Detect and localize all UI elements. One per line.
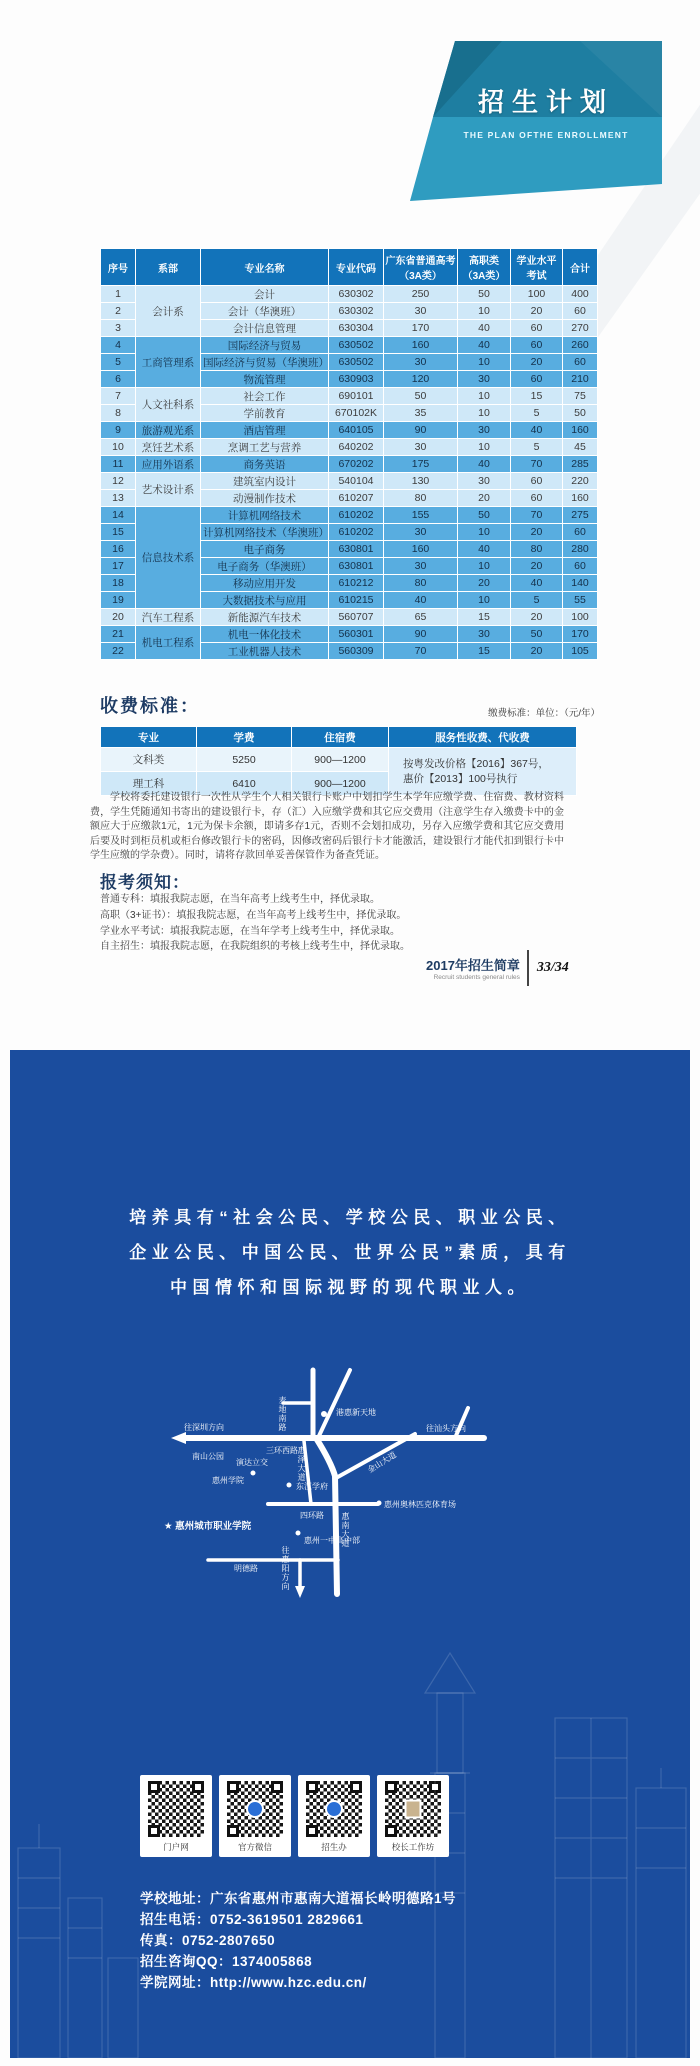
cell-code: 630903	[329, 371, 384, 388]
cell-dept: 工商管理系	[136, 337, 201, 388]
cell-gaozhi: 30	[458, 371, 511, 388]
page-footer	[426, 950, 569, 986]
cell-gaokao: 120	[384, 371, 458, 388]
cell-total: 105	[563, 643, 598, 660]
cell-xueye: 60	[511, 337, 563, 354]
cell-no: 21	[101, 626, 136, 643]
cell-major: 物流管理	[201, 371, 329, 388]
cell-no: 12	[101, 473, 136, 490]
cell-no: 7	[101, 388, 136, 405]
fees-service-note	[389, 748, 577, 796]
cell-gaokao: 30	[384, 558, 458, 575]
cell-code: 560301	[329, 626, 384, 643]
cell-xueye: 20	[511, 354, 563, 371]
qr-label: 官方微信	[237, 1842, 272, 1852]
cell-gaokao: 80	[384, 575, 458, 592]
fees-col-service: 服务性收费、代收费	[389, 727, 577, 748]
notice-heading: 报考须知：	[100, 873, 190, 892]
cell-gaokao: 130	[384, 473, 458, 490]
cell-gaokao: 30	[384, 439, 458, 456]
map-label: 往惠阳方向	[281, 1546, 290, 1591]
col-header-xueye: 学业水平考试	[511, 249, 563, 286]
map-label: 往汕头方向	[426, 1424, 466, 1433]
col-header-major: 专业名称	[201, 249, 329, 286]
cell-gaozhi: 20	[458, 575, 511, 592]
cell-major: 新能源汽车技术	[201, 609, 329, 626]
table-row	[101, 286, 598, 303]
cell-major: 会计	[201, 286, 329, 303]
notice-line: 高职（3+证书）：填报我院志愿，在当年高考上线考生中，择优录取。	[100, 909, 407, 921]
cell-dept: 人文社科系	[136, 388, 201, 422]
cell-gaozhi: 15	[458, 609, 511, 626]
cell-xueye: 5	[511, 439, 563, 456]
cell-gaozhi: 40	[458, 320, 511, 337]
cell-no: 19	[101, 592, 136, 609]
cell-code: 630302	[329, 286, 384, 303]
cell-gaokao: 90	[384, 422, 458, 439]
cell-total: 140	[563, 575, 598, 592]
cell-xueye: 60	[511, 371, 563, 388]
slogan-line: 中国情怀和国际视野的现代职业人。	[170, 1278, 530, 1297]
cell-gaozhi: 15	[458, 643, 511, 660]
cell-code: 640202	[329, 439, 384, 456]
fees-col-major: 专业	[101, 727, 197, 748]
cell-dept: 旅游观光系	[136, 422, 201, 439]
cell-xueye: 5	[511, 405, 563, 422]
cell-major: 酒店管理	[201, 422, 329, 439]
col-header-gaozhi: 高职类（3A类）	[458, 249, 511, 286]
cell-total: 160	[563, 490, 598, 507]
cell-gaozhi: 10	[458, 354, 511, 371]
skyline-decoration	[10, 1598, 690, 2058]
cell-dept: 信息技术系	[136, 507, 201, 609]
qr-logo-badge	[246, 1800, 264, 1818]
map-label: 惠州学院	[212, 1476, 244, 1485]
enrollment-plan-banner	[400, 38, 666, 210]
cell-code: 610215	[329, 592, 384, 609]
cell-gaozhi: 30	[458, 626, 511, 643]
cell-total: 400	[563, 286, 598, 303]
map-label: 三环西路	[266, 1446, 298, 1455]
cell-no: 13	[101, 490, 136, 507]
contact-line: 学校地址：广东省惠州市惠南大道福长岭明德路1号	[140, 1891, 457, 1906]
cell-gaokao: 160	[384, 541, 458, 558]
cell-dept: 会计系	[136, 286, 201, 337]
cell-major: 商务英语	[201, 456, 329, 473]
cell-gaozhi: 10	[458, 524, 511, 541]
cell-gaozhi: 50	[458, 286, 511, 303]
page-footer-text	[426, 955, 527, 981]
table-row	[101, 439, 598, 456]
notice-lines	[100, 892, 410, 955]
table-row	[101, 388, 598, 405]
campus-map	[150, 1366, 530, 1606]
cell-major: 大数据技术与应用	[201, 592, 329, 609]
table-row	[101, 422, 598, 439]
cell-dept: 应用外语系	[136, 456, 201, 473]
banner-ribbon-shape	[400, 38, 666, 210]
cell-total: 100	[563, 609, 598, 626]
cell-gaokao: 40	[384, 592, 458, 609]
cell-code: 630304	[329, 320, 384, 337]
cell-no: 14	[101, 507, 136, 524]
cell-gaozhi: 10	[458, 558, 511, 575]
cell-major: 移动应用开发	[201, 575, 329, 592]
table-row	[101, 456, 598, 473]
cell-major: 国际经济与贸易（华澳班）	[201, 354, 329, 371]
cell-major: 学前教育	[201, 405, 329, 422]
cell-gaokao: 30	[384, 354, 458, 371]
qr-label: 门户网	[163, 1842, 189, 1852]
cell-no: 11	[101, 456, 136, 473]
map-label: 惠泽大道	[297, 1446, 306, 1482]
map-label: 南山公园	[192, 1452, 224, 1461]
cell-no: 20	[101, 609, 136, 626]
cell-major: 计算机网络技术	[201, 507, 329, 524]
cell-xueye: 50	[511, 626, 563, 643]
cell-no: 4	[101, 337, 136, 354]
cell-total: 60	[563, 354, 598, 371]
qr-label: 校长工作坊	[391, 1842, 435, 1852]
cell-gaokao: 170	[384, 320, 458, 337]
cell-code: 670102K	[329, 405, 384, 422]
contact-line: 招生咨询QQ：1374005868	[140, 1954, 313, 1969]
cell-major: 会计（华澳班）	[201, 303, 329, 320]
fees-unit-note: 缴费标准：单位：（元/年）	[488, 708, 600, 719]
cell-dept: 汽车工程系	[136, 609, 201, 626]
cell-code: 630801	[329, 558, 384, 575]
footer-subtitle: Recruit students general rules	[433, 974, 520, 981]
map-label: 四环路	[300, 1511, 324, 1520]
cell-gaokao: 250	[384, 286, 458, 303]
cell-gaokao: 30	[384, 524, 458, 541]
cell-no: 16	[101, 541, 136, 558]
cell-dept: 艺术设计系	[136, 473, 201, 507]
cell-xueye: 60	[511, 320, 563, 337]
cell-xueye: 15	[511, 388, 563, 405]
table-header-row	[101, 249, 598, 286]
fee-cell: 900—1200	[292, 748, 389, 772]
cell-gaozhi: 10	[458, 439, 511, 456]
footer-title: 2017年招生简章	[426, 958, 520, 973]
fees-header-row	[101, 727, 577, 748]
cell-major: 社会工作	[201, 388, 329, 405]
cell-no: 6	[101, 371, 136, 388]
cell-xueye: 60	[511, 490, 563, 507]
cell-major: 机电一体化技术	[201, 626, 329, 643]
cell-xueye: 20	[511, 303, 563, 320]
fees-col-housing: 住宿费	[292, 727, 389, 748]
cell-gaozhi: 20	[458, 490, 511, 507]
cell-total: 50	[563, 405, 598, 422]
cell-total: 60	[563, 558, 598, 575]
page-number: 33/34	[536, 960, 569, 975]
notice-line: 普通专科：填报我院志愿，在当年高考上线考生中，择优录取。	[100, 894, 380, 905]
cell-xueye: 80	[511, 541, 563, 558]
fee-cell: 理工科	[101, 772, 197, 796]
cell-gaokao: 50	[384, 388, 458, 405]
cell-major: 计算机网络技术（华澳班）	[201, 524, 329, 541]
cell-code: 630502	[329, 337, 384, 354]
notice-line: 自主招生：填报我院志愿，在我院组织的考核上线考生中，择优录取。	[100, 941, 410, 953]
table-row	[101, 337, 598, 354]
blue-panel	[10, 1050, 690, 2058]
cell-code: 630302	[329, 303, 384, 320]
cell-total: 260	[563, 337, 598, 354]
cell-xueye: 20	[511, 524, 563, 541]
cell-total: 60	[563, 524, 598, 541]
cell-gaokao: 65	[384, 609, 458, 626]
cell-xueye: 40	[511, 575, 563, 592]
cell-no: 18	[101, 575, 136, 592]
cell-code: 610212	[329, 575, 384, 592]
cell-xueye: 5	[511, 592, 563, 609]
fees-table	[100, 726, 577, 796]
slogan-line: 企业公民、中国公民、世界公民”素质，具有	[129, 1243, 571, 1262]
cell-gaozhi: 40	[458, 456, 511, 473]
cell-total: 45	[563, 439, 598, 456]
cell-code: 690101	[329, 388, 384, 405]
slogan-line: 培养具有“社会公民、学校公民、职业公民、	[129, 1208, 571, 1227]
cell-no: 17	[101, 558, 136, 575]
cell-gaozhi: 30	[458, 422, 511, 439]
cell-total: 55	[563, 592, 598, 609]
cell-dept: 烹饪艺术系	[136, 439, 201, 456]
cell-total: 60	[563, 303, 598, 320]
map-label: 港惠新天地	[336, 1408, 376, 1417]
cell-code: 640105	[329, 422, 384, 439]
cell-code: 540104	[329, 473, 384, 490]
cell-xueye: 70	[511, 507, 563, 524]
cell-major: 会计信息管理	[201, 320, 329, 337]
map-label: 惠南大道	[341, 1512, 350, 1548]
map-label: 金山大道	[366, 1450, 398, 1475]
cell-gaokao: 30	[384, 303, 458, 320]
cell-major: 电子商务	[201, 541, 329, 558]
cell-gaozhi: 40	[458, 337, 511, 354]
fee-cell: 900—1200	[292, 772, 389, 796]
cell-major: 国际经济与贸易	[201, 337, 329, 354]
cell-xueye: 70	[511, 456, 563, 473]
map-label: 麦地南路	[278, 1396, 287, 1432]
cell-total: 275	[563, 507, 598, 524]
cell-gaozhi: 10	[458, 303, 511, 320]
cell-no: 10	[101, 439, 136, 456]
contact-line: 招生电话：0752-3619501 2829661	[140, 1912, 364, 1927]
cell-xueye: 20	[511, 558, 563, 575]
cell-code: 610207	[329, 490, 384, 507]
cell-gaokao: 80	[384, 490, 458, 507]
cell-major: 烹调工艺与营养	[201, 439, 329, 456]
cell-gaozhi: 10	[458, 405, 511, 422]
map-label: 往深圳方向	[184, 1423, 224, 1432]
cell-total: 270	[563, 320, 598, 337]
cell-gaozhi: 30	[458, 473, 511, 490]
cell-no: 9	[101, 422, 136, 439]
cell-no: 15	[101, 524, 136, 541]
slogan	[10, 1200, 690, 1305]
banner-title: 招生计划	[477, 87, 614, 117]
cell-gaokao: 160	[384, 337, 458, 354]
cell-gaokao: 70	[384, 643, 458, 660]
map-label: 惠州一中高中部	[304, 1536, 360, 1545]
cell-major: 电子商务（华澳班）	[201, 558, 329, 575]
cell-gaokao: 35	[384, 405, 458, 422]
cell-code: 670202	[329, 456, 384, 473]
cell-code: 560707	[329, 609, 384, 626]
cell-gaozhi: 40	[458, 541, 511, 558]
table-row	[101, 626, 598, 643]
cell-total: 285	[563, 456, 598, 473]
banner-subtitle: THE PLAN OFTHE ENROLLMENT	[463, 130, 629, 140]
cell-code: 560309	[329, 643, 384, 660]
fee-cell: 文科类	[101, 748, 197, 772]
col-header-gaokao: 广东省普通高考（3A类）	[384, 249, 458, 286]
table-row	[101, 609, 598, 626]
col-header-code: 专业代码	[329, 249, 384, 286]
map-label: 明德路	[234, 1564, 258, 1573]
cell-code: 610202	[329, 507, 384, 524]
cell-xueye: 100	[511, 286, 563, 303]
cell-dept: 机电工程系	[136, 626, 201, 660]
col-header-no: 序号	[101, 249, 136, 286]
service-note-line: 按粤发改价格【2016】367号，	[403, 757, 549, 770]
service-note-line: 惠价【2013】100号执行	[403, 772, 518, 785]
col-header-total: 合计	[563, 249, 598, 286]
cell-total: 160	[563, 422, 598, 439]
cell-no: 22	[101, 643, 136, 660]
cell-gaokao: 175	[384, 456, 458, 473]
fees-col-tuition: 学费	[197, 727, 292, 748]
cell-total: 170	[563, 626, 598, 643]
contact-line: 学院网址：http://www.hzc.edu.cn/	[140, 1975, 367, 1990]
cell-total: 75	[563, 388, 598, 405]
cell-major: 建筑室内设计	[201, 473, 329, 490]
fees-row-liberal	[101, 748, 577, 772]
cell-no: 2	[101, 303, 136, 320]
enrollment-tbody	[101, 286, 598, 660]
payment-paragraph: 学校将委托建设银行一次性从学生个人相关银行卡账户中划扣学生本学年应缴学费、住宿费、教材资料费，学生凭随通知书寄出的建设银行卡，存（汇）入应缴学费和其它应交费用（注意学生存入缴费卡中的金额应大于应缴款1元，1元为保卡余额，即请多存1元，否则不会划扣成功，另存入应缴学费和其它应交费用后要及时到柜员机或柜台修改银行卡的密码，因修改密码后银行卡才能激活，建设银行才能代扣到银行卡中学生应缴的学杂费）。同时，请将存款回单妥善保管作为备查凭证。	[90, 792, 564, 862]
cell-gaokao: 90	[384, 626, 458, 643]
cell-xueye: 40	[511, 422, 563, 439]
cell-xueye: 60	[511, 473, 563, 490]
contact-line: 传真：0752-2807650	[140, 1933, 276, 1948]
cell-gaozhi: 50	[458, 507, 511, 524]
cell-major: 动漫制作技术	[201, 490, 329, 507]
notice-line: 学业水平考试：填报我院志愿，在当年学考上线考生中，择优录取。	[100, 925, 400, 937]
col-header-dept: 系部	[136, 249, 201, 286]
table-row	[101, 473, 598, 490]
cell-no: 8	[101, 405, 136, 422]
fees-heading: 收费标准：	[100, 696, 200, 716]
map-label: ★ 惠州城市职业学院	[164, 1521, 252, 1532]
cell-no: 5	[101, 354, 136, 371]
qr-label: 招生办	[321, 1842, 347, 1852]
cell-no: 3	[101, 320, 136, 337]
cell-no: 1	[101, 286, 136, 303]
cell-total: 280	[563, 541, 598, 558]
cell-xueye: 20	[511, 609, 563, 626]
cell-gaozhi: 10	[458, 388, 511, 405]
cell-total: 210	[563, 371, 598, 388]
fee-cell: 5250	[197, 748, 292, 772]
map-label: 东江学府	[296, 1482, 328, 1491]
cell-code: 630801	[329, 541, 384, 558]
cell-total: 220	[563, 473, 598, 490]
cell-code: 610202	[329, 524, 384, 541]
enrollment-table	[100, 248, 598, 660]
table-row	[101, 507, 598, 524]
fee-cell: 6410	[197, 772, 292, 796]
map-roads	[150, 1366, 530, 1606]
cell-xueye: 20	[511, 643, 563, 660]
map-label: 惠州奥林匹克体育场	[384, 1500, 456, 1509]
map-label: 演达立交	[236, 1458, 268, 1467]
cell-code: 630502	[329, 354, 384, 371]
cell-gaozhi: 10	[458, 592, 511, 609]
cell-major: 工业机器人技术	[201, 643, 329, 660]
qr-logo-badge	[325, 1800, 343, 1818]
cell-gaokao: 155	[384, 507, 458, 524]
